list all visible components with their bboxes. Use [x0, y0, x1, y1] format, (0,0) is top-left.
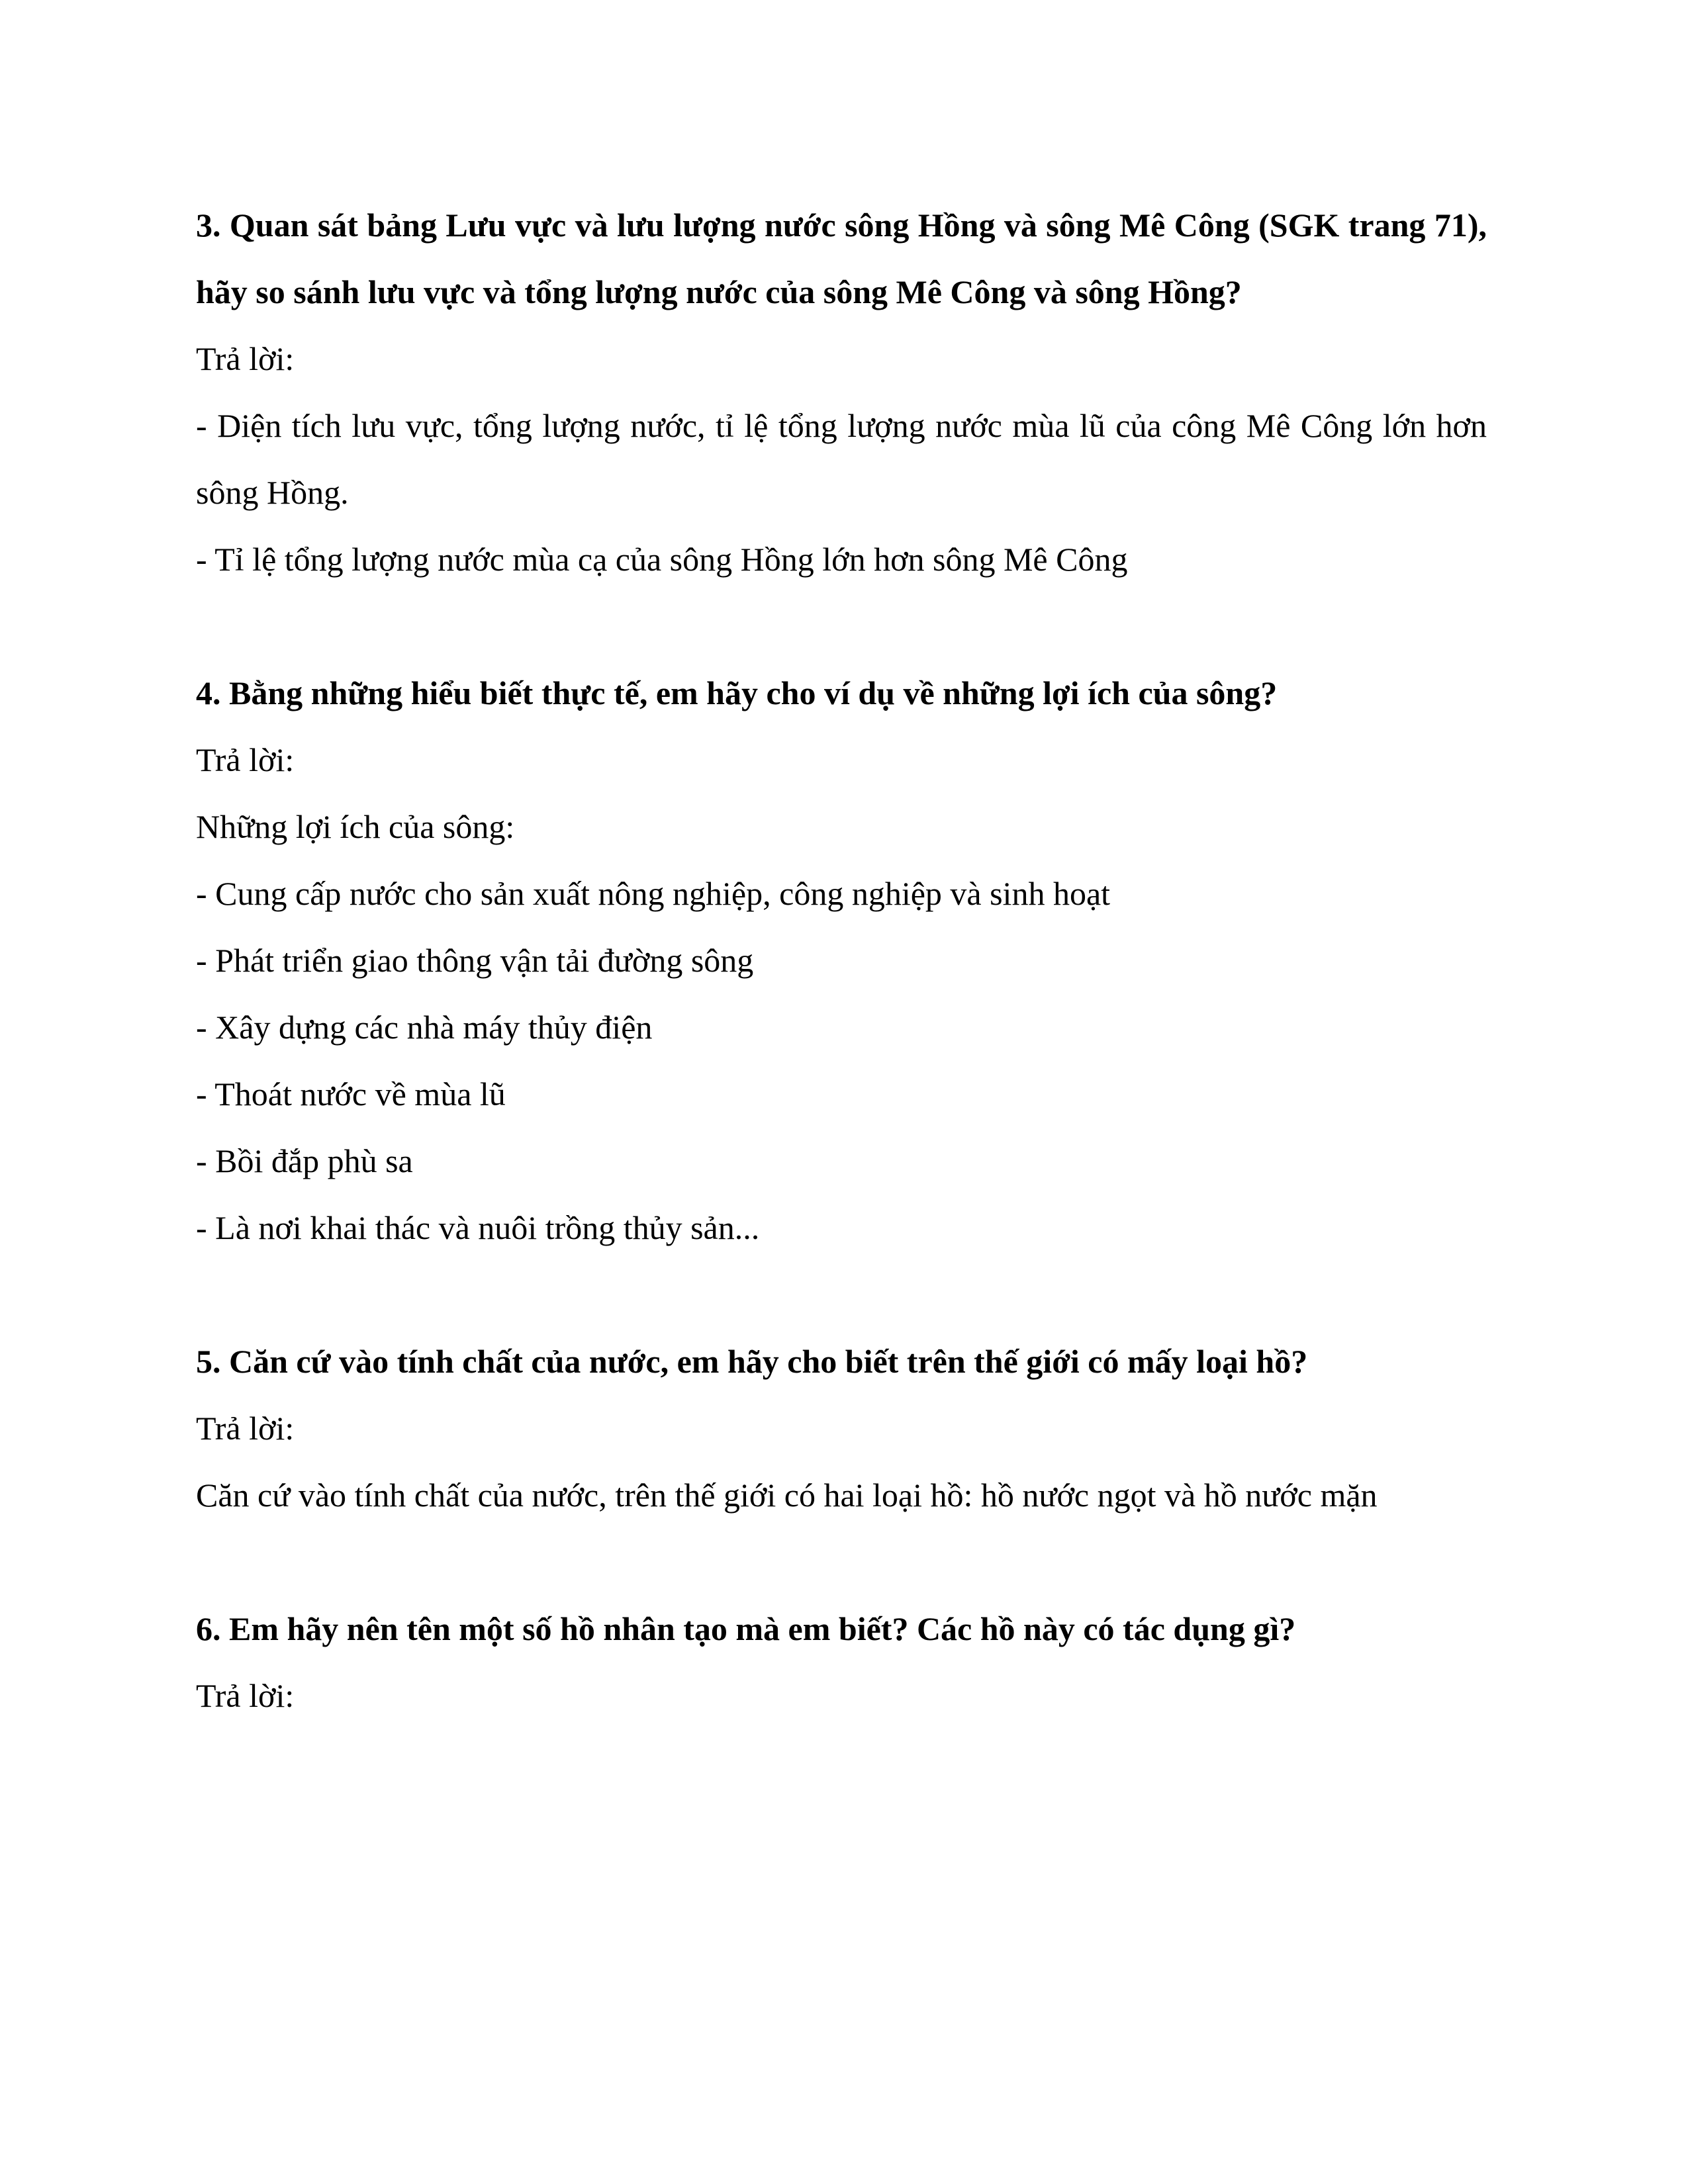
question-3-heading: 3. Quan sát bảng Lưu vực và lưu lượng nước sông Hồng và sông Mê Công (SGK trang 71), hãy so sánh lưu vực và tổng lượng nước của sông Mê Công và sông Hồng?	[196, 206, 1487, 310]
question-6-heading: 6. Em hãy nên tên một số hồ nhân tạo mà em biết? Các hồ này có tác dụng gì?	[196, 1610, 1296, 1647]
section-spacer	[196, 1261, 1487, 1328]
answer-line: - Là nơi khai thác và nuôi trồng thủy sản...	[196, 1209, 760, 1246]
answer-line: - Phát triển giao thông vận tải đường sông	[196, 942, 754, 979]
document-body	[196, 192, 1487, 1729]
answer-line: - Tỉ lệ tổng lượng nước mùa cạ của sông Hồng lớn hơn sông Mê Công	[196, 541, 1128, 578]
answer-line: - Xây dựng các nhà máy thủy điện	[196, 1009, 653, 1046]
answer-line: - Diện tích lưu vực, tổng lượng nước, tỉ lệ tổng lượng nước mùa lũ của công Mê Công lớn hơn sông Hồng.	[196, 407, 1487, 511]
section-question-3	[196, 192, 1487, 593]
section-spacer	[196, 1529, 1487, 1596]
answer-line: Căn cứ vào tính chất của nước, trên thế giới có hai loại hồ: hồ nước ngọt và hồ nước mặn	[196, 1477, 1378, 1514]
answer-label: Trả lời:	[196, 1677, 295, 1714]
answer-label: Trả lời:	[196, 340, 295, 377]
question-5-heading: 5. Căn cứ vào tính chất của nước, em hãy cho biết trên thế giới có mấy loại hồ?	[196, 1343, 1308, 1380]
section-spacer	[196, 593, 1487, 660]
answer-line: - Thoát nước về mùa lũ	[196, 1075, 506, 1113]
section-question-5	[196, 1328, 1487, 1529]
answer-label: Trả lời:	[196, 741, 295, 778]
answer-line: - Bồi đắp phù sa	[196, 1142, 413, 1179]
section-question-4	[196, 660, 1487, 1261]
answer-line: Những lợi ích của sông:	[196, 808, 515, 845]
answer-label: Trả lời:	[196, 1410, 295, 1447]
answer-line: - Cung cấp nước cho sản xuất nông nghiệp, công nghiệp và sinh hoạt	[196, 875, 1111, 912]
section-question-6	[196, 1596, 1487, 1729]
question-4-heading: 4. Bằng những hiểu biết thực tế, em hãy cho ví dụ về những lợi ích của sông?	[196, 674, 1278, 711]
